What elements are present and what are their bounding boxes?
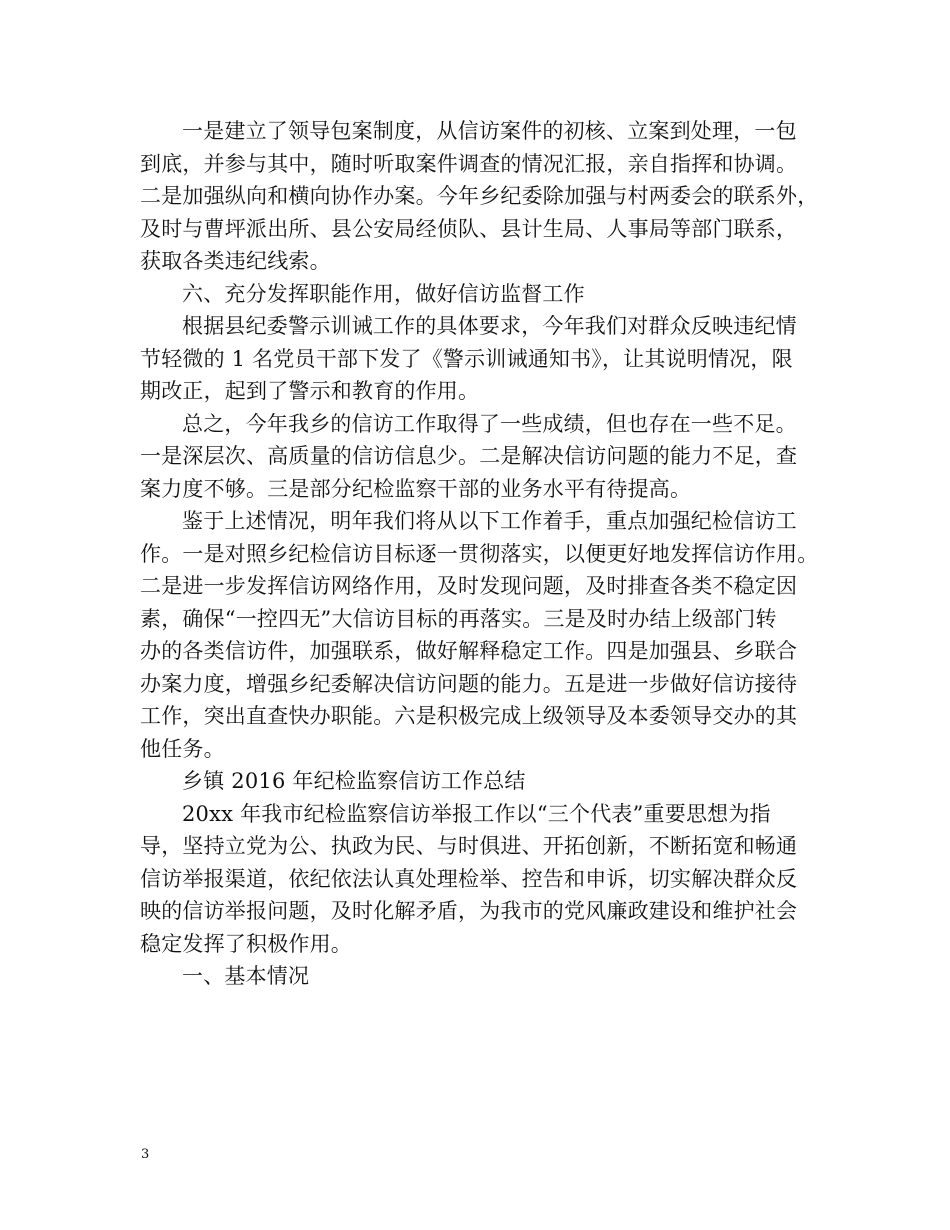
text-line: 办案力度，增强乡纪委解决信访问题的能力。五是进一步做好信访接待: [140, 671, 798, 696]
document-body: [140, 115, 830, 993]
text-line: 案力度不够。三是部分纪检监察干部的业务水平有待提高。: [140, 476, 692, 501]
text-line: 办的各类信访件，加强联系，做好解释稳定工作。四是加强县、乡联合: [140, 639, 798, 663]
text-line: 一是深层次、高质量的信访信息少。二是解决信访问题的能力不足，查: [140, 444, 798, 468]
text-line: 期改正，起到了警示和教育的作用。: [140, 379, 480, 403]
text-line: 节轻微的 1 名党员干部下发了《警示训诫通知书》，让其说明情况，限: [140, 346, 793, 371]
text-line: 映的信访举报问题，及时化解矛盾，为我市的党风廉政建设和维护社会: [140, 899, 798, 923]
text-line: 获取各类违纪线索。: [140, 249, 331, 273]
text-line: 六、充分发挥职能作用，做好信访监督工作: [182, 281, 585, 306]
text-line: 二是进一步发挥信访网络作用，及时发现问题，及时排查各类不稳定因: [140, 574, 798, 598]
text-line: 二是加强纵向和横向协作办案。今年乡纪委除加强与村两委会的联系外，: [140, 184, 819, 208]
text-line: 工作，突出直查快办职能。六是积极完成上级领导及本委领导交办的其: [140, 704, 798, 728]
text-line: 总之，今年我乡的信访工作取得了一些成绩，但也存在一些不足。: [182, 411, 797, 436]
text-line: 信访举报渠道，依纪依法认真处理检举、控告和申诉，切实解决群众反: [140, 866, 798, 891]
text-line: 导，坚持立党为公、执政为民、与时俱进、开拓创新，不断拓宽和畅通: [140, 834, 798, 858]
text-line: 鉴于上述情况，明年我们将从以下工作着手，重点加强纪检信访工: [182, 509, 797, 533]
text-line: 素，确保“一控四无”大信访目标的再落实。三是及时办结上级部门转: [140, 606, 777, 631]
text-line: 一是建立了领导包案制度，从信访案件的初核、立案到处理，一包: [182, 119, 797, 143]
text-line: 作。一是对照乡纪检信访目标逐一贯彻落实，以便更好地发挥信访作用。: [140, 541, 819, 566]
text-line: 根据县纪委警示训诫工作的具体要求，今年我们对群众反映违纪情: [182, 314, 797, 338]
text-line: 稳定发挥了积极作用。: [140, 931, 352, 956]
text-line: 及时与曹坪派出所、县公安局经侦队、县计生局、人事局等部门联系，: [140, 216, 798, 241]
text-line: 乡镇 2016 年纪检监察信访工作总结: [182, 769, 526, 793]
page-number: 3: [141, 1147, 150, 1162]
text-line: 20xx 年我市纪检监察信访举报工作以“三个代表”重要思想为指: [182, 801, 771, 826]
text-line: 一、基本情况: [182, 964, 310, 988]
text-line: 到底，并参与其中，随时听取案件调查的情况汇报，亲自指挥和协调。: [140, 151, 798, 176]
text-line: 他任务。: [140, 736, 225, 761]
